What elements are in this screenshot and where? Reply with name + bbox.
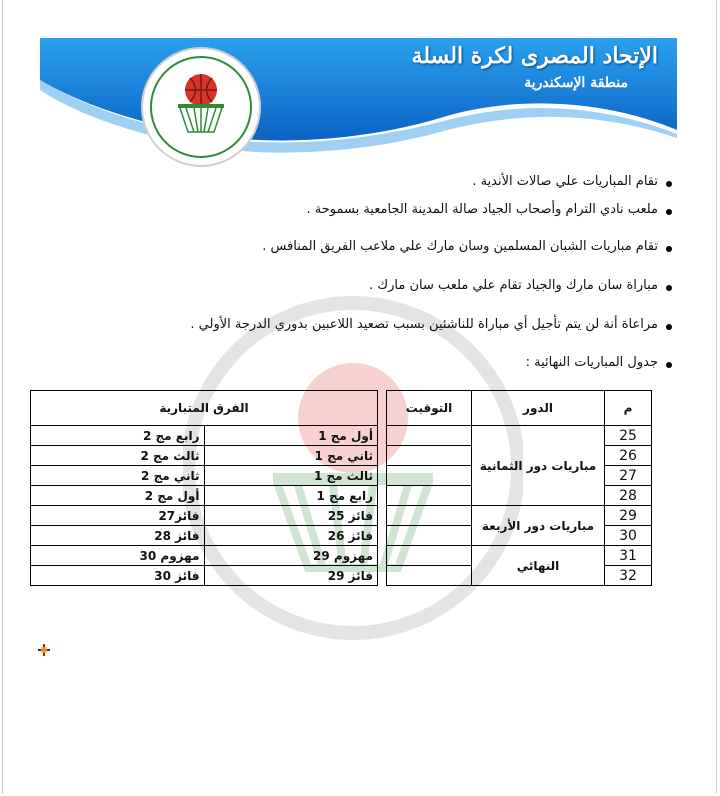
time-cell (387, 446, 472, 466)
note-text: تقام المباريات علي صالات الأندية . (472, 174, 658, 189)
table-row (31, 506, 652, 526)
column-gap (378, 466, 387, 486)
match-num: 30 (605, 526, 652, 546)
time-cell (387, 526, 472, 546)
note-text: مباراة سان مارك والجياد تقام علي ملعب سان مارك . (369, 278, 658, 293)
column-gap (378, 391, 387, 426)
anchor-icon (38, 644, 50, 656)
match-num: 32 (605, 566, 652, 586)
header-time: التوقيت (387, 391, 472, 426)
team-home: فائز 26 (204, 526, 378, 546)
note-text: مراعاة أنة لن يتم تأجيل أي مباراة للناشئين بسبب تصعيد اللاعبين بدوري الدرجة الأولي . (190, 317, 658, 332)
column-gap (378, 506, 387, 526)
team-away: ثاني مج 2 (31, 466, 205, 486)
note-item (190, 317, 658, 332)
column-gap (378, 566, 387, 586)
column-gap (378, 546, 387, 566)
round-cell: النهائي (472, 546, 605, 586)
column-gap (378, 426, 387, 446)
team-home: أول مج 1 (204, 426, 378, 446)
match-num: 27 (605, 466, 652, 486)
match-num: 29 (605, 506, 652, 526)
match-num: 26 (605, 446, 652, 466)
team-away: ثالث مج 2 (31, 446, 205, 466)
final-matches-table (30, 390, 652, 586)
column-gap (378, 486, 387, 506)
column-gap (378, 446, 387, 466)
team-home: فائز 29 (204, 566, 378, 586)
note-item (262, 239, 658, 254)
note-item (472, 174, 658, 189)
note-item (526, 355, 658, 370)
round-cell: مباريات دور الثمانية (472, 426, 605, 506)
team-away: فائز 28 (31, 526, 205, 546)
federation-logo (140, 46, 262, 168)
time-cell (387, 546, 472, 566)
team-home: ثاني مج 1 (204, 446, 378, 466)
match-num: 25 (605, 426, 652, 446)
match-num: 31 (605, 546, 652, 566)
time-cell (387, 426, 472, 446)
team-home: مهزوم 29 (204, 546, 378, 566)
note-text: ملعب نادي الترام وأصحاب الجياد صالة المدينة الجامعية بسموحة . (306, 202, 658, 217)
team-away: فائز 30 (31, 566, 205, 586)
note-item (306, 202, 658, 217)
team-home: ثالث مج 1 (204, 466, 378, 486)
bullet-icon (666, 209, 672, 215)
team-home: فائز 25 (204, 506, 378, 526)
header-title: الإتحاد المصرى لكرة السلة (411, 43, 658, 69)
note-item (369, 278, 658, 293)
note-text: تقام مباريات الشبان المسلمين وسان مارك علي ملاعب الفريق المنافس . (262, 239, 658, 254)
header-teams: الفرق المتبارية (31, 391, 378, 426)
table-header-row (31, 391, 652, 426)
team-home: رابع مج 1 (204, 486, 378, 506)
note-text: جدول المباريات النهائية : (525, 355, 658, 370)
time-cell (387, 466, 472, 486)
round-cell: مباريات دور الأربعة (472, 506, 605, 546)
time-cell (387, 506, 472, 526)
team-away: رابع مج 2 (31, 426, 205, 446)
team-away: أول مج 2 (31, 486, 205, 506)
header-num: م (605, 391, 652, 426)
header-subtitle: منطقة الإسكندرية (524, 75, 628, 91)
team-away: مهزوم 30 (31, 546, 205, 566)
bullet-icon (666, 285, 672, 291)
team-away: فائز27 (31, 506, 205, 526)
column-gap (378, 526, 387, 546)
time-cell (387, 486, 472, 506)
bullet-icon (666, 181, 672, 187)
table-row (31, 546, 652, 566)
header-round: الدور (472, 391, 605, 426)
time-cell (387, 566, 472, 586)
bullet-icon (666, 324, 672, 330)
table-row (31, 426, 652, 446)
match-num: 28 (605, 486, 652, 506)
bullet-icon (666, 246, 672, 252)
bullet-icon (666, 362, 672, 368)
